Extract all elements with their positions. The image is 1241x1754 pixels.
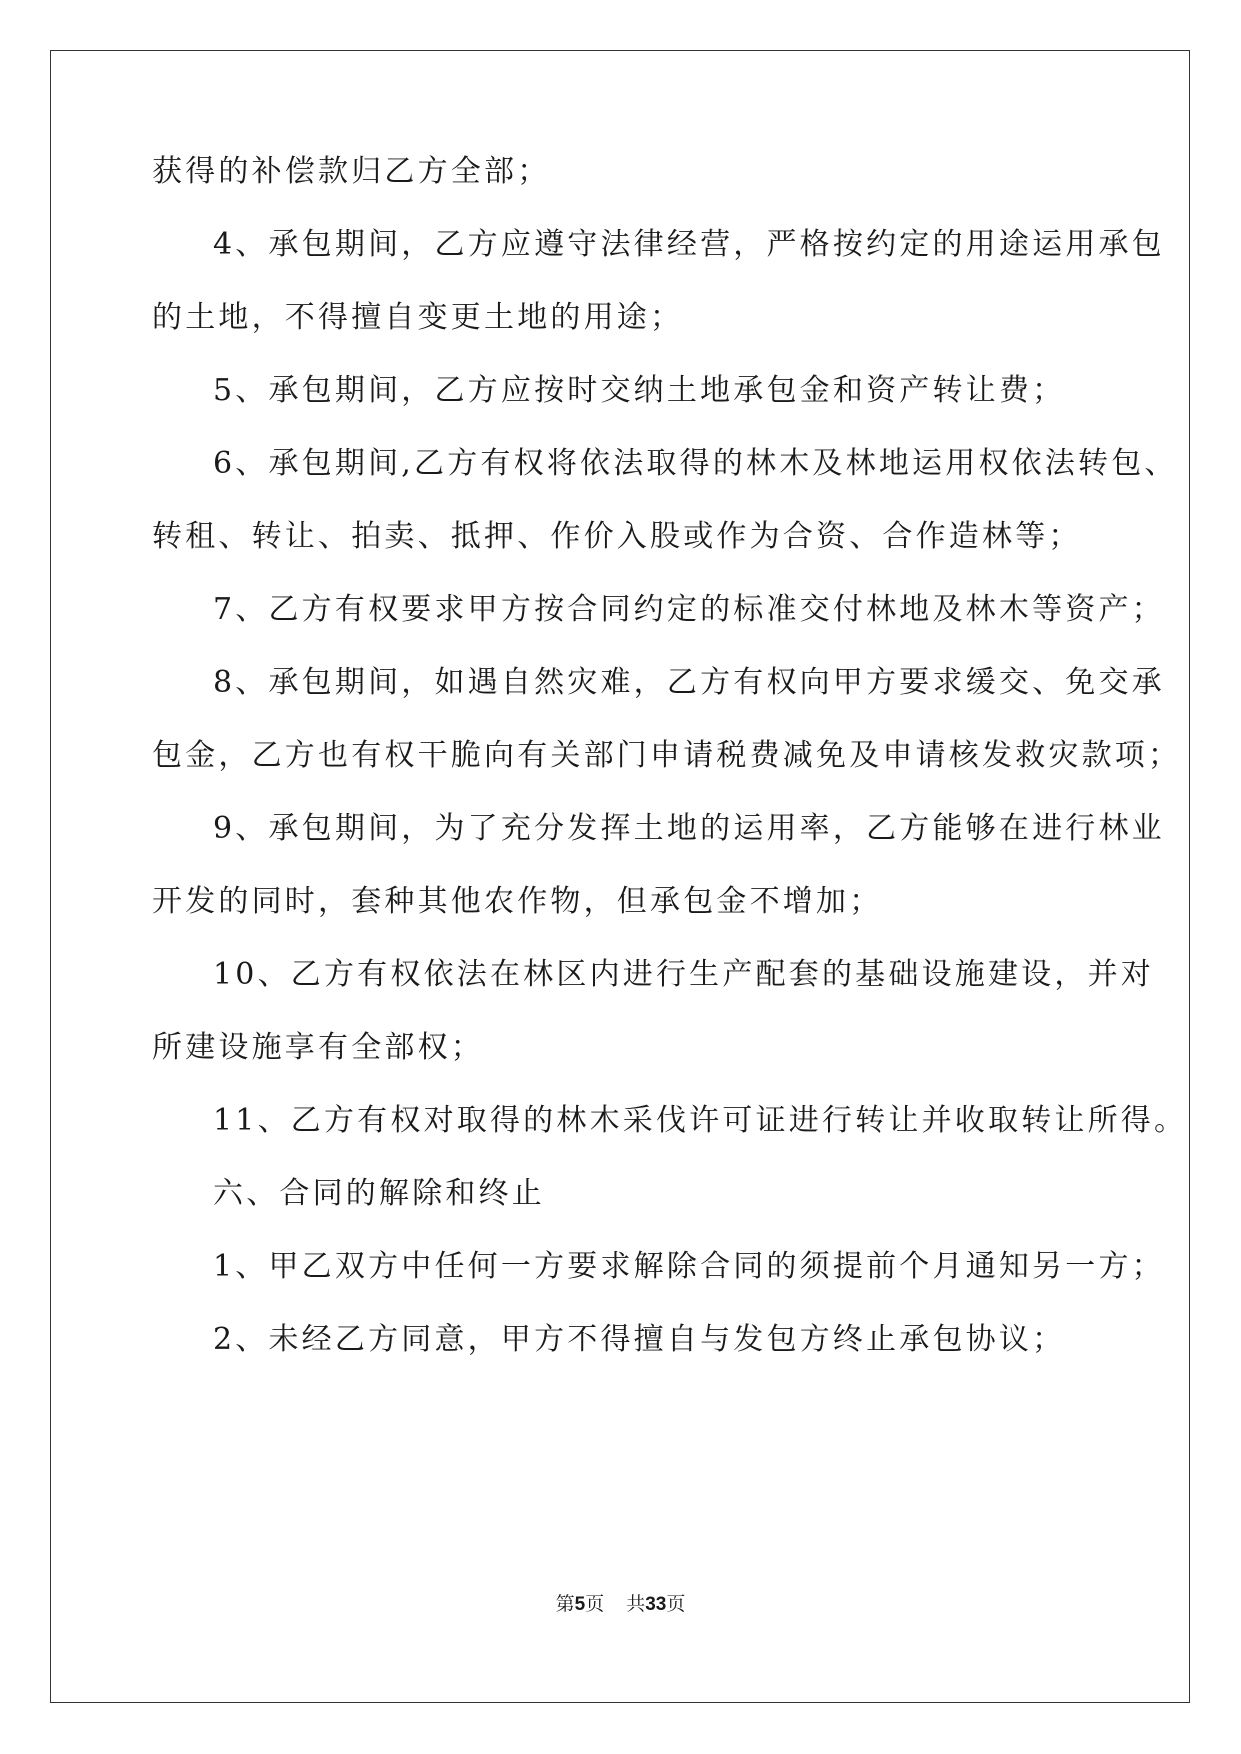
page-number: 5 [574, 1594, 586, 1615]
text-line: 9、承包期间，为了充分发挥土地的运用率，乙方能够在进行林业 [213, 811, 1165, 846]
text-line: 的土地，不得擅自变更土地的用途； [152, 300, 684, 335]
text-line: 开发的同时，套种其他农作物，但承包金不增加； [152, 884, 883, 919]
total-pages: 33 [645, 1594, 667, 1615]
text-line: 5、承包期间，乙方应按时交纳土地承包金和资产转让费； [213, 373, 1066, 408]
page-border [50, 50, 1190, 1703]
text-line: 7、乙方有权要求甲方按合同约定的标准交付林地及林木等资产； [213, 592, 1165, 627]
page-prefix: 第 [555, 1593, 575, 1615]
text-line: 获得的补偿款归乙方全部； [152, 154, 551, 189]
text-line: 2、未经乙方同意，甲方不得擅自与发包方终止承包协议； [213, 1322, 1066, 1357]
text-line: 10、乙方有权依法在林区内进行生产配套的基础设施建设，并对 [213, 957, 1154, 992]
text-line: 所建设施享有全部权； [152, 1030, 484, 1065]
page-suffix: 页 [585, 1593, 605, 1615]
text-line: 8、承包期间，如遇自然灾难，乙方有权向甲方要求缓交、免交承 [213, 665, 1165, 700]
text-line: 6、承包期间,乙方有权将依法取得的林木及林地运用权依法转包、 [213, 446, 1178, 481]
section-heading: 六、合同的解除和终止 [213, 1176, 545, 1211]
total-suffix: 页 [666, 1593, 686, 1615]
page-footer [0, 1589, 1241, 1616]
text-line: 11、乙方有权对取得的林木采伐许可证进行转让并收取转让所得。 [213, 1103, 1188, 1138]
text-line: 转租、转让、拍卖、抵押、作价入股或作为合资、合作造林等； [152, 519, 1082, 554]
total-prefix: 共 [626, 1593, 646, 1615]
text-line: 包金，乙方也有权干脆向有关部门申请税费减免及申请核发救灾款项； [152, 738, 1182, 773]
text-line: 4、承包期间，乙方应遵守法律经营，严格按约定的用途运用承包 [213, 227, 1165, 262]
text-line: 1、甲乙双方中任何一方要求解除合同的须提前个月通知另一方； [213, 1249, 1165, 1284]
